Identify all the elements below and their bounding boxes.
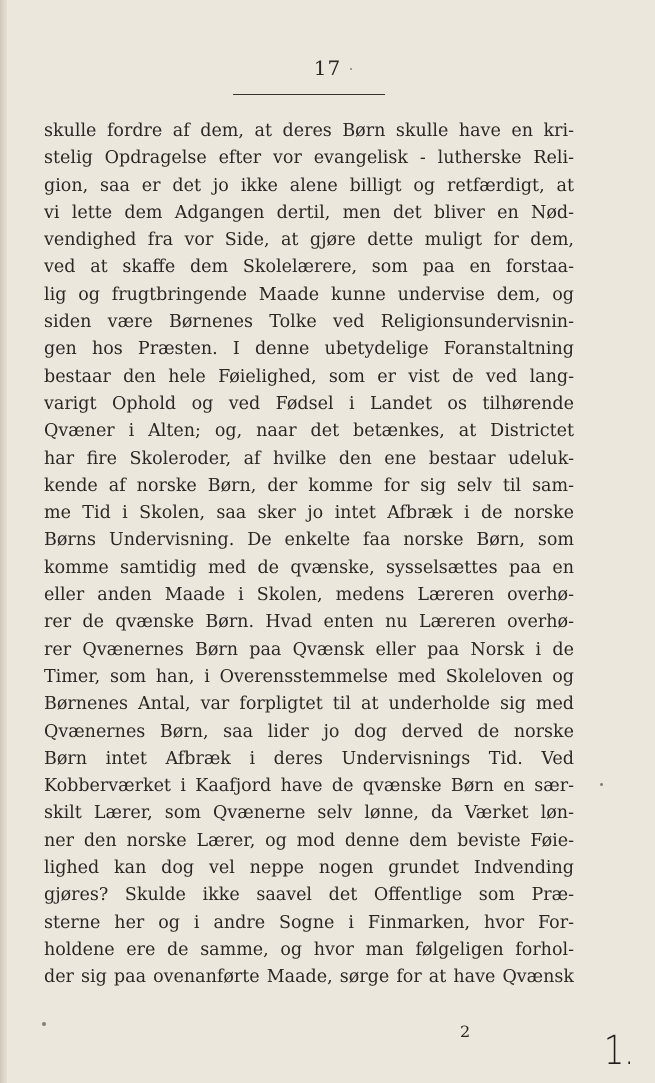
- paper-speck: [350, 68, 352, 70]
- text-line: vendighed fra vor Side, at gjøre dette muligt for dem,: [44, 230, 574, 251]
- text-line: komme samtidig med de qvænske, sysselsættes paa en: [44, 557, 574, 578]
- text-line: rer Qvænernes Børn paa Qvænsk eller paa Norsk i de: [44, 639, 574, 660]
- text-line: ner den norske Lærer, og mod denne dem beviste Føie-: [44, 830, 574, 851]
- text-line: Børnenes Antal, var forpligtet til at underholde sig med: [44, 694, 574, 715]
- text-line: varigt Ophold og ved Fødsel i Landet os tilhørende: [44, 393, 574, 414]
- text-line: kende af norske Børn, der komme for sig selv til sam-: [44, 475, 574, 496]
- handwritten-corner-mark: 1.: [603, 1028, 635, 1074]
- text-line: Qvæner i Alten; og, naar det betænkes, at Districtet: [44, 421, 574, 442]
- text-line: ved at skaffe dem Skolelærere, som paa en forstaa-: [44, 257, 574, 278]
- text-line: skilt Lærer, som Qvænerne selv lønne, da Værket løn-: [44, 803, 574, 824]
- text-line: skulle fordre af dem, at deres Børn skulle have en kri-: [44, 121, 574, 141]
- text-line: der sig paa ovenanførte Maade, sørge for at have Qvænsk: [44, 967, 574, 988]
- paper-speck: [600, 783, 603, 786]
- text-line: vi lette dem Adgangen dertil, men det bliver en Nød-: [44, 202, 574, 223]
- text-line: har fire Skoleroder, af hvilke den ene bestaar udeluk-: [44, 448, 574, 469]
- text-line: lighed kan dog vel neppe nogen grundet Indvending: [44, 858, 574, 879]
- text-line: gjøres? Skulde ikke saavel det Offentlige som Præ-: [44, 885, 574, 906]
- text-line: Børn intet Afbræk i deres Undervisnings Tid. Ved: [44, 748, 574, 769]
- text-line: Timer, som han, i Overensstemmelse med Skoleloven og: [44, 666, 574, 687]
- text-line: sterne her og i andre Sogne i Finmarken, hvor For-: [44, 912, 574, 933]
- page-number: 17: [313, 56, 342, 80]
- body-text: [44, 118, 574, 992]
- text-line: stelig Opdragelse efter vor evangelisk - lutherske Reli-: [44, 148, 574, 169]
- paper-speck: [42, 1022, 46, 1026]
- text-line: siden være Børnenes Tolke ved Religionsundervisnin-: [44, 312, 574, 333]
- text-line: gion, saa er det jo ikke alene billigt og retfærdigt, at: [44, 175, 574, 196]
- text-line: rer de qvænske Børn. Hvad enten nu Læreren overhø-: [44, 612, 574, 633]
- signature-mark: 2: [460, 1022, 471, 1041]
- header-rule: [233, 94, 385, 95]
- text-line: me Tid i Skolen, saa sker jo intet Afbræk i de norske: [44, 503, 574, 524]
- text-line: lig og frugtbringende Maade kunne undervise dem, og: [44, 284, 574, 305]
- text-line: holdene ere de samme, og hvor man følgeligen forhol-: [44, 939, 574, 960]
- text-line: gen hos Præsten. I denne ubetydelige Foranstaltning: [44, 339, 574, 360]
- text-line: eller anden Maade i Skolen, medens Læreren overhø-: [44, 585, 574, 606]
- page-edge: [0, 0, 7, 1083]
- text-line: bestaar den hele Føielighed, som er vist de ved lang-: [44, 366, 574, 387]
- text-line: Børns Undervisning. De enkelte faa norske Børn, som: [44, 530, 574, 551]
- text-line: Qvænernes Børn, saa lider jo dog derved de norske: [44, 721, 574, 742]
- text-line: Kobberværket i Kaafjord have de qvænske Børn en sær-: [44, 776, 574, 797]
